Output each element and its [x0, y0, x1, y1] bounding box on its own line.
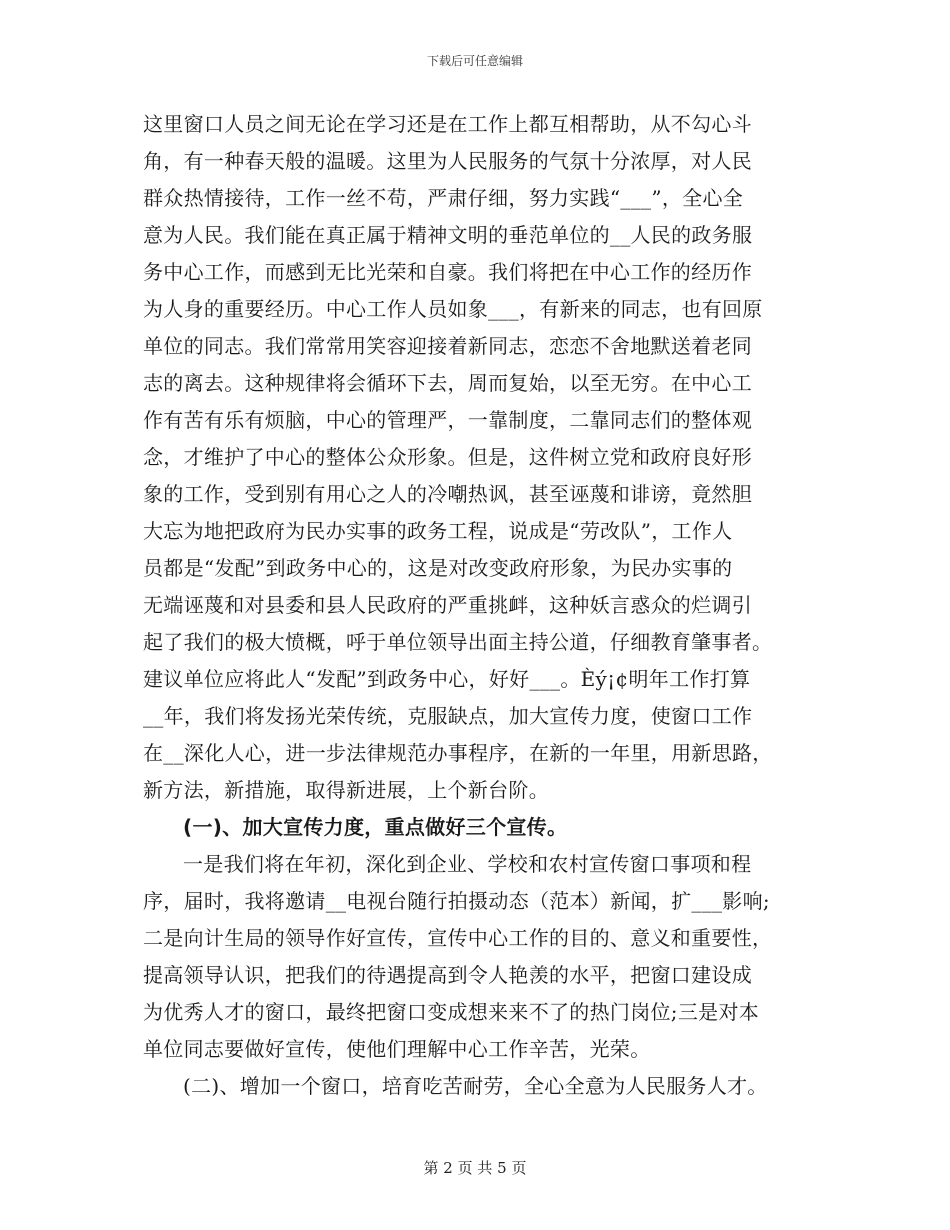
text-line: 务中心工作，而感到无比光荣和自豪。我们将把在中心工作的经历作 [143, 260, 752, 284]
text-line: 提高领导认识，把我们的待遇提高到令人艳羡的水平，把窗口建设成 [143, 963, 752, 987]
section-heading-1 [143, 809, 823, 846]
section-heading-2 [143, 1068, 823, 1105]
text-line: 起了我们的极大愤概，呼于单位领导出面主持公道，仔细教育肇事者。 [143, 630, 773, 654]
heading-text: (一)、加大宣传力度，重点做好三个宣传。 [183, 815, 568, 839]
page-number: 第 2 页 共 5 页 [423, 1159, 527, 1177]
text-line: 群众热情接待，工作一丝不苟，严肃仔细，努力实践“___”，全心全 [143, 186, 744, 210]
text-line: 这里窗口人员之间无论在学习还是在工作上都互相帮助，从不勾心斗 [143, 112, 752, 136]
text-line: 建议单位应将此人“发配”到政务中心，好好___。Èý¡¢明年工作打算 [143, 667, 751, 691]
text-line: 大忘为地把政府为民办实事的政务工程，说成是“劳改队”，工作人 [143, 519, 733, 543]
text-line: 意为人民。我们能在真正属于精神文明的垂范单位的__人民的政务服 [143, 223, 753, 247]
text-line: 员都是“发配”到政务中心的，这是对改变政府形象，为民办实事的 [143, 556, 733, 580]
text-line: 念，才维护了中心的整体公众形象。但是，这件树立党和政府良好形 [143, 445, 752, 469]
text-line: __年，我们将发扬光荣传统，克服缺点，加大宣传力度，使窗口工作 [143, 704, 753, 728]
paragraph-2 [143, 846, 823, 1068]
text-line: 为优秀人才的窗口，最终把窗口变成想来来不了的热门岗位;三是对本 [143, 1000, 760, 1024]
text-line: 二是向计生局的领导作好宣传，宣传中心工作的目的、意义和重要性， [143, 926, 773, 950]
text-line: 志的离去。这种规律将会循环下去，周而复始，以至无穷。在中心工 [143, 371, 752, 395]
heading-text: (二)、增加一个窗口，培育吃苦耐劳，全心全意为人民服务人才。 [183, 1074, 768, 1098]
text-line: 象的工作，受到别有用心之人的冷嘲热讽，甚至诬蔑和诽谤，竟然胆 [143, 482, 752, 506]
paragraph-1 [143, 106, 823, 809]
text-line: 作有苦有乐有烦脑，中心的管理严，一靠制度，二靠同志们的整体观 [143, 408, 752, 432]
text-line: 角，有一种春天般的温暖。这里为人民服务的气氛十分浓厚，对人民 [143, 149, 752, 173]
text-line: 一是我们将在年初，深化到企业、学校和农村宣传窗口事项和程 [183, 852, 752, 876]
text-line: 序，届时，我将邀请__电视台随行拍摄动态（范本）新闻，扩___影响; [143, 889, 770, 913]
text-line: 为人身的重要经历。中心工作人员如象___，有新来的同志，也有回原 [143, 297, 763, 321]
page-header: 下载后可任意编辑 [426, 54, 523, 68]
text-line: 新方法，新措施，取得新进展，上个新台阶。 [143, 778, 549, 802]
text-line: 在__深化人心，进一步法律规范办事程序，在新的一年里，用新思路， [143, 741, 773, 765]
text-line: 单位同志要做好宣传，使他们理解中心工作辛苦，光荣。 [143, 1037, 651, 1061]
text-line: 无端诬蔑和对县委和县人民政府的严重挑衅，这种妖言惑众的烂调引 [143, 593, 752, 617]
document-body [143, 106, 823, 1105]
text-line: 单位的同志。我们常常用笑容迎接着新同志，恋恋不舍地默送着老同 [143, 334, 752, 358]
